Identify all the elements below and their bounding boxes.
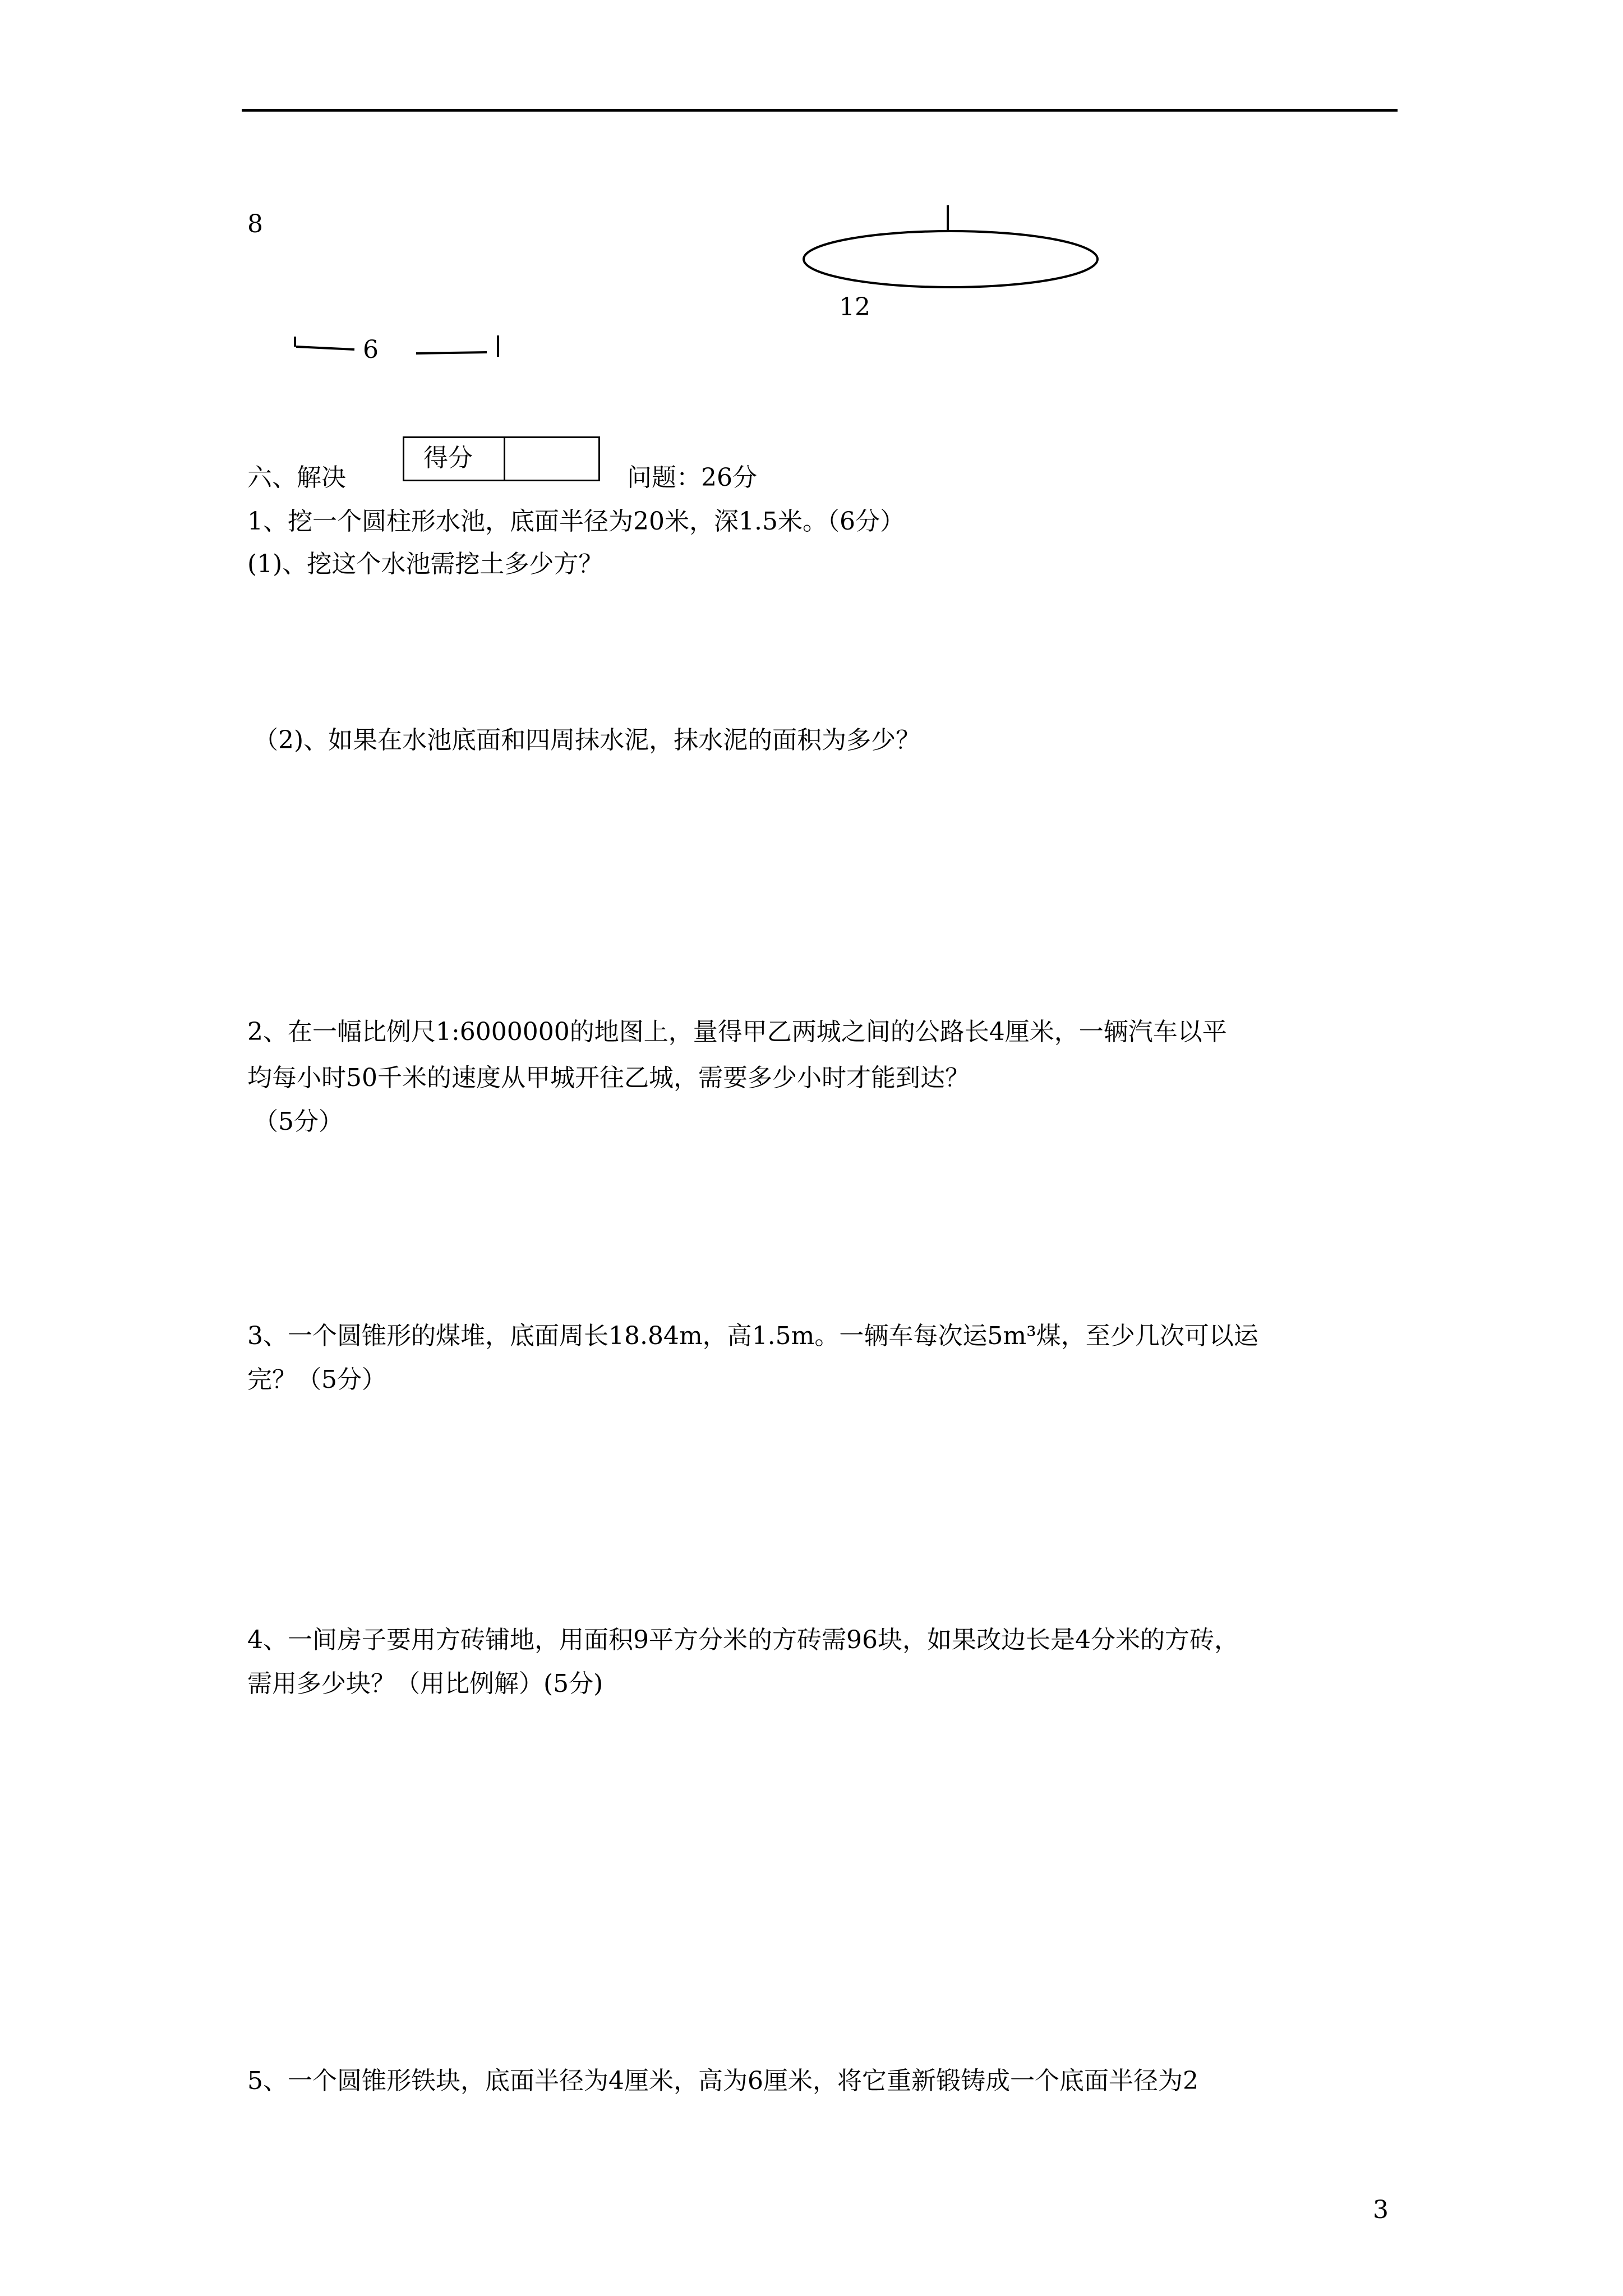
problem-4-line-2: 需用多少块？（用比例解）(5分) (247, 1669, 603, 1698)
dimension-line-right (416, 352, 487, 353)
problem-2-line-1: 2、在一幅比例尺1:6000000的地图上，量得甲乙两城之间的公路长4厘米，一辆汽车以平 (247, 1018, 1227, 1046)
score-label: 得分 (404, 438, 505, 480)
score-box[interactable] (403, 436, 600, 481)
problem-1-part-1: (1)、挖这个水池需挖土多少方？ (247, 550, 603, 578)
figure-label-6: 6 (363, 335, 379, 364)
section-title-left: 六、解决 (247, 463, 346, 492)
cylinder-ellipse (804, 231, 1098, 287)
figure-label-8: 8 (247, 210, 263, 238)
figure-label-12: 12 (839, 293, 870, 321)
dimension-line-left (296, 347, 354, 349)
problem-3-line-1: 3、一个圆锥形的煤堆，底面周长18.84m，高1.5m。一辆车每次运5m³煤，至少几次可以运 (247, 1322, 1258, 1350)
problem-4-line-1: 4、一间房子要用方砖铺地，用面积9平方分米的方砖需96块，如果改边长是4分米的方砖， (247, 1626, 1239, 1654)
problem-2-score: （5分） (253, 1107, 343, 1136)
problem-1-part-2: （2)、如果在水池底面和四周抹水泥，抹水泥的面积为多少？ (253, 726, 921, 754)
page-number: 3 (1373, 2196, 1389, 2224)
problem-5-line-1: 5、一个圆锥形铁块，底面半径为4厘米，高为6厘米，将它重新锻铸成一个底面半径为2 (247, 2067, 1198, 2095)
problem-2-line-2: 均每小时50千米的速度从甲城开往乙城，需要多少小时才能到达？ (247, 1064, 970, 1092)
section-title-right: 问题：26分 (627, 463, 757, 492)
problem-1: 1、挖一个圆柱形水池，底面半径为20米，深1.5米。（6分） (247, 507, 905, 536)
problem-3-line-2: 完？（5分） (247, 1365, 386, 1394)
score-value-cell[interactable] (505, 438, 598, 480)
